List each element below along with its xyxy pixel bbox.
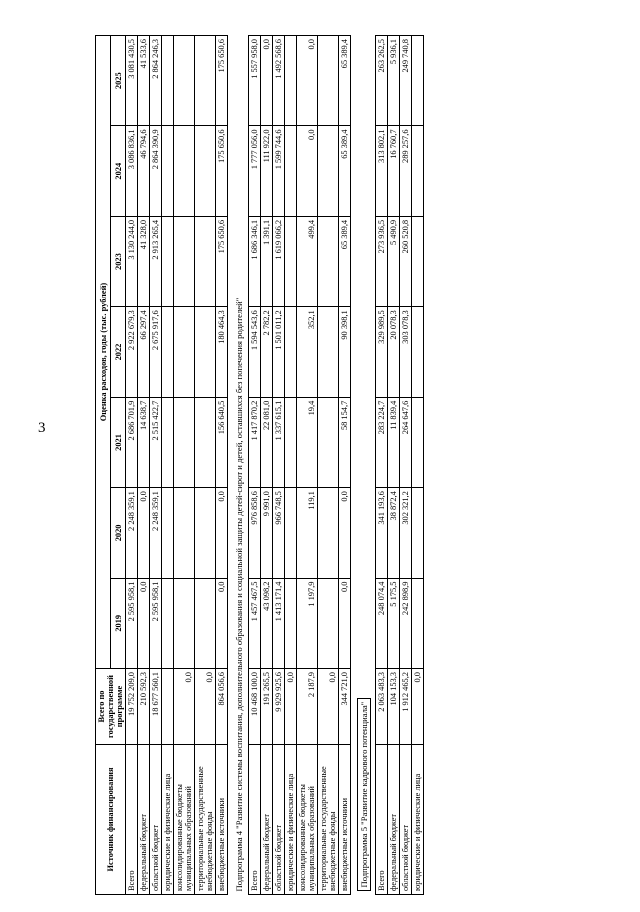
header-year: 2025 (111, 36, 126, 126)
row-value: 0,0 (261, 36, 273, 126)
row-value: 283 224,7 (376, 397, 388, 487)
row-value: 41 328,0 (138, 216, 150, 306)
row-value: 0,0 (339, 488, 351, 578)
row-value: 341 193,6 (376, 488, 388, 578)
row-value: 499,4 (297, 216, 318, 306)
row-value (412, 126, 424, 216)
row-value: 66 297,4 (138, 307, 150, 397)
row-value (412, 397, 424, 487)
row-value (412, 216, 424, 306)
row-value (195, 126, 216, 216)
row-value: 5 175,5 (388, 578, 400, 668)
row-total: 344 721,0 (339, 669, 351, 745)
row-total: 104 153,3 (388, 669, 400, 745)
row-value: 0,0 (297, 36, 318, 126)
row-value: 38 872,4 (388, 488, 400, 578)
row-value (318, 126, 339, 216)
row-value: 43 098,2 (261, 578, 273, 668)
row-total: 191 265,5 (261, 669, 273, 745)
row-value: 352,1 (297, 307, 318, 397)
row-total: 0,0 (318, 669, 339, 745)
row-value (285, 488, 297, 578)
row-value: 14 638,7 (138, 397, 150, 487)
row-total: 0,0 (195, 669, 216, 745)
table-row (126, 36, 138, 895)
table-row (261, 36, 273, 895)
row-value: 111 922,0 (261, 126, 273, 216)
row-value (285, 216, 297, 306)
row-value: 19,4 (297, 397, 318, 487)
row-value: 9 991,0 (261, 488, 273, 578)
row-value: 1 619 066,2 (273, 216, 285, 306)
row-value: 1 557 958,0 (249, 36, 261, 126)
row-label: внебюджетные источники (216, 745, 228, 895)
row-value (318, 488, 339, 578)
row-value: 11 839,4 (388, 397, 400, 487)
row-value (174, 488, 195, 578)
table-row (249, 36, 261, 895)
table-row (195, 36, 216, 895)
row-value: 2 864 246,3 (150, 36, 162, 126)
row-label: территориальные государственные внебюджетные фонды (195, 745, 216, 895)
row-label: федеральный бюджет (261, 745, 273, 895)
row-total: 1 912 465,2 (400, 669, 412, 745)
row-total: 0,0 (412, 669, 424, 745)
row-value: 302 321,2 (400, 488, 412, 578)
row-value: 16 760,7 (388, 126, 400, 216)
row-label: Всего (376, 745, 388, 895)
row-value: 260 520,8 (400, 216, 412, 306)
row-value (195, 488, 216, 578)
row-value (285, 397, 297, 487)
row-value: 46 794,6 (138, 126, 150, 216)
table-row (174, 36, 195, 895)
row-value: 1 777 056,0 (249, 126, 261, 216)
row-value: 2 248 359,1 (150, 488, 162, 578)
row-value: 90 398,1 (339, 307, 351, 397)
row-total: 2 187,9 (297, 669, 318, 745)
row-value (318, 578, 339, 668)
row-value (318, 216, 339, 306)
header-total: Всего по государственной программе (96, 669, 126, 745)
header-year: 2021 (111, 397, 126, 487)
financing-table (95, 35, 424, 895)
row-value (162, 578, 174, 668)
row-total (162, 669, 174, 745)
row-value (162, 126, 174, 216)
row-value: 1 391,1 (261, 216, 273, 306)
row-label: юридические и физические лица (162, 745, 174, 895)
row-value: 3 081 430,5 (126, 36, 138, 126)
row-value (174, 578, 195, 668)
table-row (150, 36, 162, 895)
row-value: 2 515 422,7 (150, 397, 162, 487)
row-value (174, 216, 195, 306)
row-value (195, 397, 216, 487)
header-year: 2020 (111, 488, 126, 578)
row-label: юридические и физические лица (412, 745, 424, 895)
row-value: 175 650,6 (216, 216, 228, 306)
row-value: 175 650,6 (216, 126, 228, 216)
row-value: 2 675 917,6 (150, 307, 162, 397)
row-value (285, 36, 297, 126)
row-value: 0,0 (216, 488, 228, 578)
row-value: 2 913 265,4 (150, 216, 162, 306)
row-value: 976 858,6 (249, 488, 261, 578)
row-value (195, 307, 216, 397)
row-value: 2 864 390,9 (150, 126, 162, 216)
row-label: федеральный бюджет (138, 745, 150, 895)
row-value: 329 989,5 (376, 307, 388, 397)
row-value (162, 216, 174, 306)
row-value: 2 922 679,3 (126, 307, 138, 397)
subprogram-title: Подпрограмма 5 "Развитие кадрового потенциала" (357, 698, 371, 892)
row-label: областной бюджет (400, 745, 412, 895)
row-value: 41 533,6 (138, 36, 150, 126)
row-total: 2 063 483,3 (376, 669, 388, 745)
row-value: 273 936,5 (376, 216, 388, 306)
row-value: 175 650,6 (216, 36, 228, 126)
row-value: 2 595 958,1 (150, 578, 162, 668)
row-value: 1 594 543,6 (249, 307, 261, 397)
table-row (412, 36, 424, 895)
row-value: 2 782,2 (261, 307, 273, 397)
header-year: 2022 (111, 307, 126, 397)
row-value (412, 578, 424, 668)
row-value: 3 086 836,1 (126, 126, 138, 216)
row-total: 19 752 209,0 (126, 669, 138, 745)
row-value (412, 307, 424, 397)
row-value: 156 640,5 (216, 397, 228, 487)
row-value (195, 578, 216, 668)
row-value: 289 257,6 (400, 126, 412, 216)
row-value: 0,0 (138, 578, 150, 668)
row-value (285, 578, 297, 668)
table-row (162, 36, 174, 895)
row-value (174, 307, 195, 397)
table-row (216, 36, 228, 895)
row-label: территориальные государственные внебюджетные фонды (318, 745, 339, 895)
table-row (297, 36, 318, 895)
row-value: 2 686 701,9 (126, 397, 138, 487)
row-value: 0,0 (216, 578, 228, 668)
row-value (318, 307, 339, 397)
row-value: 0,0 (339, 578, 351, 668)
row-label: Всего (126, 745, 138, 895)
row-value: 1 417 870,2 (249, 397, 261, 487)
row-value: 1 197,9 (297, 578, 318, 668)
row-value: 264 647,6 (400, 397, 412, 487)
row-value (285, 307, 297, 397)
header-year: 2024 (111, 126, 126, 216)
row-total: 864 056,6 (216, 669, 228, 745)
row-value: 2 248 359,1 (126, 488, 138, 578)
table-row (138, 36, 150, 895)
row-value: 1 686 346,1 (249, 216, 261, 306)
row-value (318, 397, 339, 487)
row-value: 1 413 171,4 (273, 578, 285, 668)
rotated-table-container (95, 35, 535, 895)
row-value (174, 397, 195, 487)
row-label: областной бюджет (150, 745, 162, 895)
row-label: федеральный бюджет (388, 745, 400, 895)
row-total: 210 592,3 (138, 669, 150, 745)
table-row (376, 36, 388, 895)
row-value: 65 389,4 (339, 216, 351, 306)
row-label: Всего (249, 745, 261, 895)
row-total: 10 468 100,0 (249, 669, 261, 745)
row-total: 0,0 (285, 669, 297, 745)
row-label: юридические и физические лица (285, 745, 297, 895)
row-value: 22 081,0 (261, 397, 273, 487)
row-value (162, 307, 174, 397)
row-value (412, 36, 424, 126)
header-estimate: Оценка расходов, годы (тыс. рублей) (96, 36, 111, 669)
row-value: 1 337 615,1 (273, 397, 285, 487)
row-value (162, 36, 174, 126)
table-row (273, 36, 285, 895)
row-label: консолидированные бюджеты муниципальных образований (297, 745, 318, 895)
row-value (162, 488, 174, 578)
row-value: 303 078,3 (400, 307, 412, 397)
row-value: 20 078,3 (388, 307, 400, 397)
row-value: 3 130 244,0 (126, 216, 138, 306)
row-label: внебюджетные источники (339, 745, 351, 895)
row-value: 5 936,1 (388, 36, 400, 126)
row-value (195, 36, 216, 126)
row-value (195, 216, 216, 306)
row-value: 0,0 (138, 488, 150, 578)
row-label: областной бюджет (273, 745, 285, 895)
row-value: 58 154,7 (339, 397, 351, 487)
row-value: 1 599 744,6 (273, 126, 285, 216)
header-year: 2019 (111, 578, 126, 668)
row-value (318, 36, 339, 126)
row-total: 0,0 (174, 669, 195, 745)
subprogram-title: Подпрограмма 4 "Развитие системы воспитания, дополнительного образования и социальной защиты детей-сирот и детей, оставшихся без попечения родителей" (234, 297, 244, 892)
row-value: 248 074,4 (376, 578, 388, 668)
subprogram-row (351, 36, 376, 895)
table-row (318, 36, 339, 895)
row-value: 1 501 011,2 (273, 307, 285, 397)
row-label: консолидированные бюджеты муниципальных образований (174, 745, 195, 895)
table-row (400, 36, 412, 895)
row-value: 263 262,5 (376, 36, 388, 126)
header-source: Источник финансирования (96, 745, 126, 895)
row-value (412, 488, 424, 578)
row-value: 65 389,4 (339, 36, 351, 126)
row-value: 65 389,4 (339, 126, 351, 216)
subprogram-row (228, 36, 249, 895)
row-value: 242 898,9 (400, 578, 412, 668)
row-value: 5 490,9 (388, 216, 400, 306)
row-value: 313 802,1 (376, 126, 388, 216)
row-value (162, 397, 174, 487)
table-row (339, 36, 351, 895)
row-value: 2 595 958,1 (126, 578, 138, 668)
row-value: 249 740,8 (400, 36, 412, 126)
row-value: 1 492 568,6 (273, 36, 285, 126)
row-value (174, 126, 195, 216)
row-total: 18 677 560,1 (150, 669, 162, 745)
table-row (285, 36, 297, 895)
row-value: 1 457 467,5 (249, 578, 261, 668)
table-row (388, 36, 400, 895)
row-value: 119,1 (297, 488, 318, 578)
header-year: 2023 (111, 216, 126, 306)
row-value (174, 36, 195, 126)
row-value (285, 126, 297, 216)
row-value: 0,0 (297, 126, 318, 216)
row-total: 9 929 925,6 (273, 669, 285, 745)
page-number: 3 (38, 420, 46, 436)
row-value: 966 748,5 (273, 488, 285, 578)
row-value: 180 464,3 (216, 307, 228, 397)
